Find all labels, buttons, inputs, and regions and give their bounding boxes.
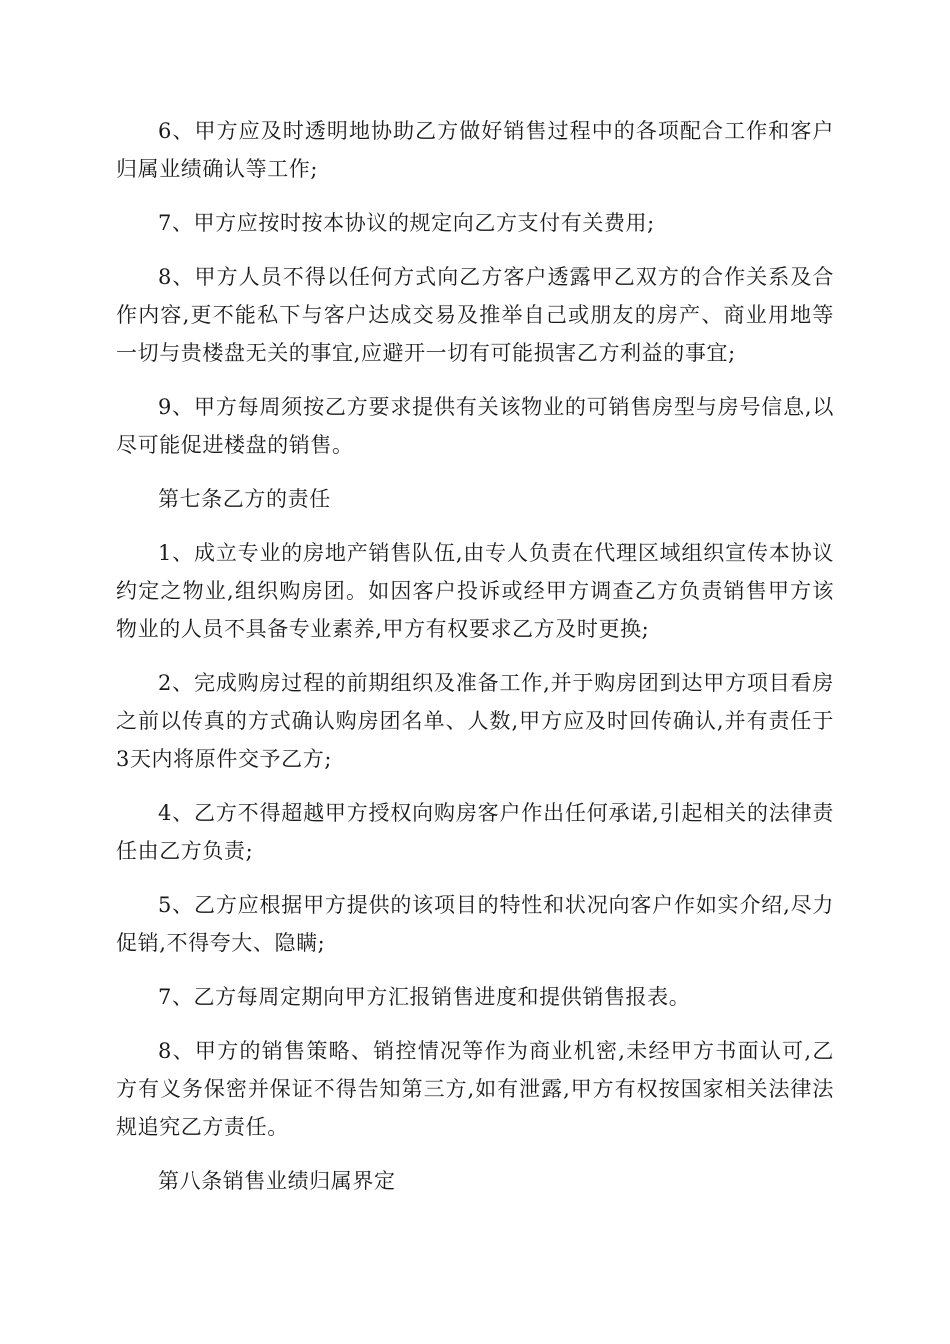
clause-a8: 8、甲方人员不得以任何方式向乙方客户透露甲乙双方的合作关系及合作内容,更不能私下与客户达成交易及推举自己或朋友的房产、商业用地等一切与贵楼盘无关的事宜,应避开一切有可能损害乙方利益的事宜; — [116, 265, 834, 365]
clause-a7: 7、甲方应按时按本协议的规定向乙方支付有关费用; — [158, 211, 655, 235]
section-heading-8: 第八条销售业绩归属界定 — [158, 1169, 396, 1193]
section-heading-7: 第七条乙方的责任 — [158, 487, 331, 511]
clause-a9: 9、甲方每周须按乙方要求提供有关该物业的可销售房型与房号信息,以尽可能促进楼盘的销售。 — [116, 395, 834, 457]
clause-b7: 7、乙方每周定期向甲方汇报销售进度和提供销售报表。 — [158, 985, 691, 1009]
clause-a6: 6、甲方应及时透明地协助乙方做好销售过程中的各项配合工作和客户归属业绩确认等工作; — [116, 119, 834, 181]
clause-b5: 5、乙方应根据甲方提供的该项目的特性和状况向客户作如实介绍,尽力促销,不得夸大、隐瞒; — [116, 893, 834, 955]
clause-b2: 2、完成购房过程的前期组织及准备工作,并于购房团到达甲方项目看房之前以传真的方式确认购房团名单、人数,甲方应及时回传确认,并有责任于3天内将原件交予乙方; — [116, 671, 834, 771]
clause-b4: 4、乙方不得超越甲方授权向购房客户作出任何承诺,引起相关的法律责任由乙方负责; — [116, 801, 834, 863]
clause-b1: 1、成立专业的房地产销售队伍,由专人负责在代理区域组织宣传本协议约定之物业,组织购房团。如因客户投诉或经甲方调查乙方负责销售甲方该物业的人员不具备专业素养,甲方有权要求乙方及时更换; — [116, 541, 834, 641]
document-body — [116, 112, 834, 1216]
clause-b8: 8、甲方的销售策略、销控情况等作为商业机密,未经甲方书面认可,乙方有义务保密并保证不得告知第三方,如有泄露,甲方有权按国家相关法律法规追究乙方责任。 — [116, 1039, 834, 1139]
